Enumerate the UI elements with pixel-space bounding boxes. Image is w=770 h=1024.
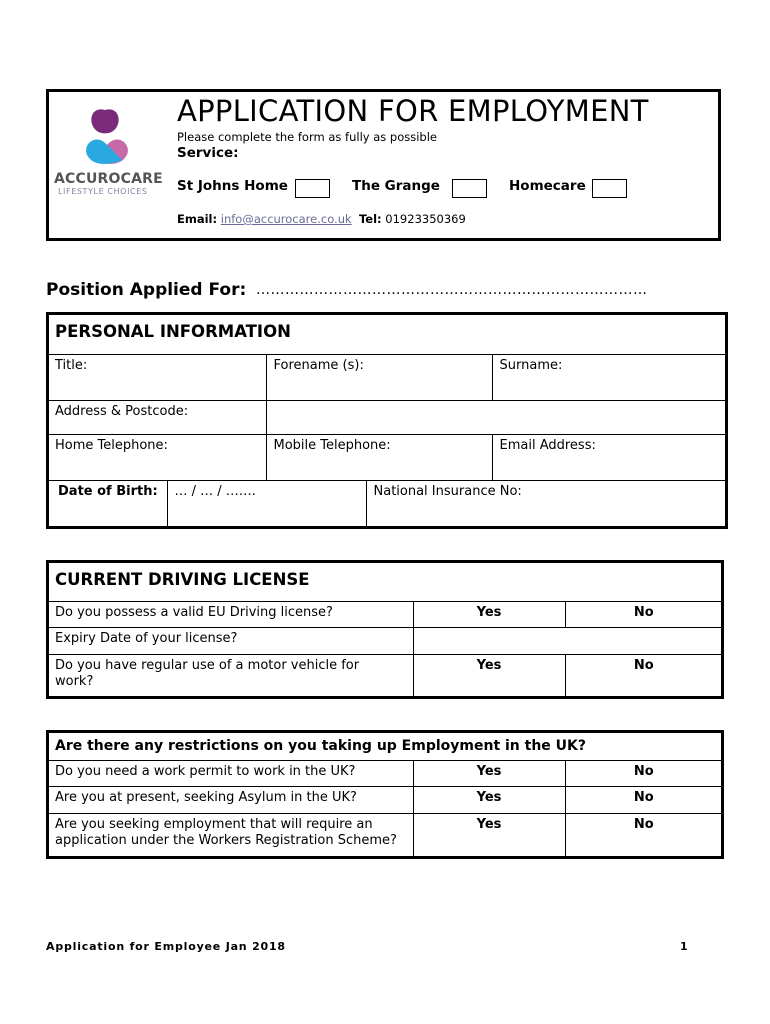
driving-q3-no[interactable]: No <box>565 654 722 697</box>
dob-label-cell <box>48 480 167 526</box>
driving-q1-no[interactable]: No <box>565 601 722 627</box>
surname-label: Surname: <box>499 357 563 373</box>
title-field[interactable] <box>48 354 266 400</box>
service-homecare-checkbox[interactable] <box>592 179 627 198</box>
restrictions-q3-yes[interactable]: Yes <box>413 813 565 857</box>
driving-heading: CURRENT DRIVING LICENSE <box>48 562 722 601</box>
home-telephone-field[interactable] <box>48 434 266 480</box>
service-option-homecare-label: Homecare <box>509 178 586 194</box>
footer-page-number: 1 <box>680 940 688 953</box>
driving-q1: Do you possess a valid EU Driving license? <box>48 601 413 627</box>
page-subtitle: Please complete the form as fully as possible <box>177 130 438 144</box>
restrictions-heading: Are there any restrictions on you taking up Employment in the UK? <box>48 732 722 760</box>
restrictions-q2-yes[interactable]: Yes <box>413 786 565 813</box>
restrictions-q1: Do you need a work permit to work in the UK? <box>48 760 413 786</box>
personal-info-table <box>48 314 726 526</box>
restrictions-q3: Are you seeking employment that will require an application under the Workers Registration Scheme? <box>48 813 413 857</box>
address-label: Address & Postcode: <box>55 403 189 419</box>
logo-tagline: LIFESTYLE CHOICES <box>58 187 148 196</box>
license-expiry-input[interactable] <box>413 627 722 654</box>
tel-label: Tel: <box>358 212 382 226</box>
email-address-field[interactable] <box>492 434 726 480</box>
driving-q3: Do you have regular use of a motor vehicle for work? <box>48 654 413 697</box>
driving-q1-yes[interactable]: Yes <box>413 601 565 627</box>
address-label-cell <box>48 400 266 434</box>
tel-number: 01923350369 <box>385 212 466 226</box>
service-option-st-johns-label: St Johns Home <box>177 178 288 194</box>
contact-line <box>177 212 466 226</box>
restrictions-q2-no[interactable]: No <box>565 786 722 813</box>
email-link[interactable]: info@accurocare.co.uk <box>220 212 352 226</box>
restrictions-q1-yes[interactable]: Yes <box>413 760 565 786</box>
position-input[interactable]: ……………………………………………………………………… <box>256 282 648 298</box>
restrictions-q2: Are you at present, seeking Asylum in the UK? <box>48 786 413 813</box>
service-st-johns-checkbox[interactable] <box>295 179 330 198</box>
restrictions-q3-no[interactable]: No <box>565 813 722 857</box>
footer-document-name: Application for Employee Jan 2018 <box>46 940 286 953</box>
page-title: APPLICATION FOR EMPLOYMENT <box>177 94 649 128</box>
home-telephone-label: Home Telephone: <box>55 437 168 453</box>
mobile-telephone-field[interactable] <box>266 434 492 480</box>
logo-heart-purple <box>91 109 118 133</box>
dob-placeholder: … / … / ……. <box>174 483 256 499</box>
email-label: Email: <box>177 212 218 226</box>
service-option-grange-label: The Grange <box>352 178 440 194</box>
service-label: Service: <box>177 145 239 161</box>
driving-q2: Expiry Date of your license? <box>48 627 413 654</box>
title-label: Title: <box>55 357 88 373</box>
logo-name: ACCUROCARE <box>54 171 163 187</box>
address-input[interactable] <box>266 400 726 434</box>
forename-field[interactable] <box>266 354 492 400</box>
mobile-telephone-label: Mobile Telephone: <box>273 437 391 453</box>
surname-field[interactable] <box>492 354 726 400</box>
restrictions-table <box>48 732 722 857</box>
email-address-label: Email Address: <box>499 437 596 453</box>
driving-q3-yes[interactable]: Yes <box>413 654 565 697</box>
position-label: Position Applied For: <box>46 280 247 300</box>
ni-label: National Insurance No: <box>373 483 522 499</box>
service-grange-checkbox[interactable] <box>452 179 487 198</box>
dob-input[interactable] <box>167 480 366 526</box>
ni-field[interactable] <box>366 480 726 526</box>
dob-label: Date of Birth: <box>58 483 158 499</box>
personal-info-heading: PERSONAL INFORMATION <box>48 314 726 354</box>
forename-label: Forename (s): <box>273 357 364 373</box>
driving-table <box>48 562 722 697</box>
restrictions-q1-no[interactable]: No <box>565 760 722 786</box>
